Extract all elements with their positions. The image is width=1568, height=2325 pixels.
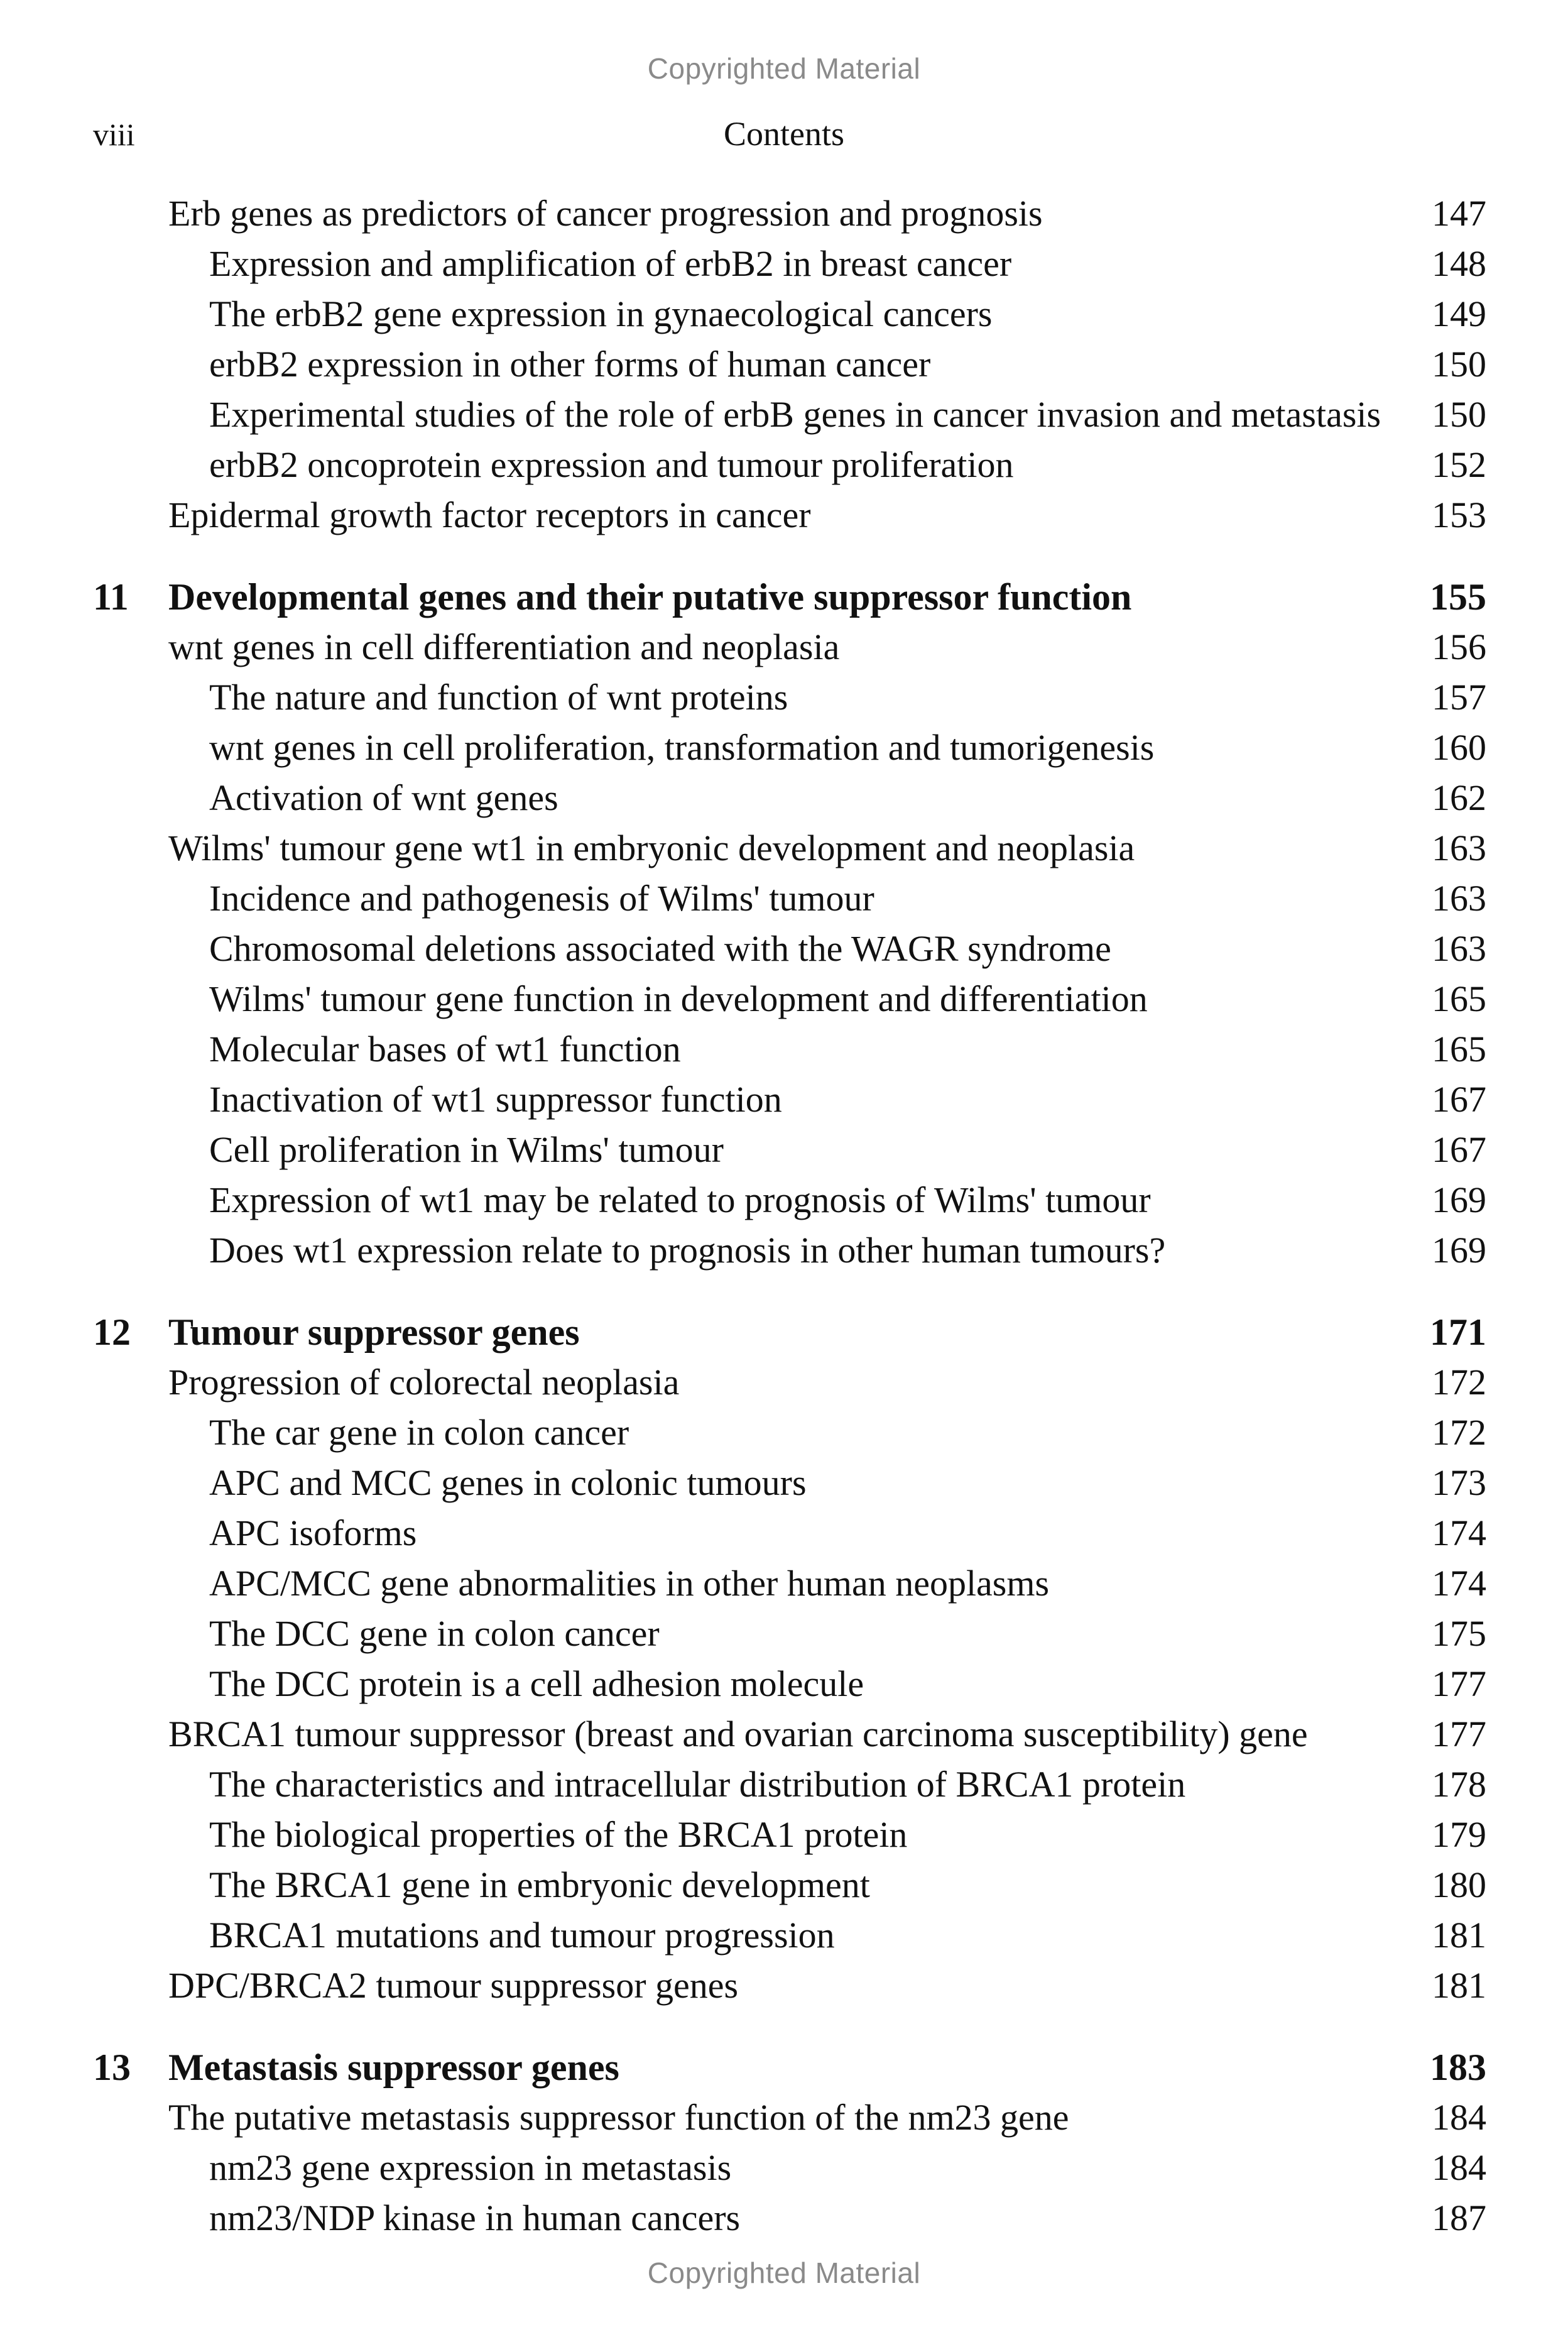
toc-entry: [0, 1558, 1568, 1609]
toc-page-number: 173: [1432, 1462, 1486, 1503]
toc-entry-title: DPC/BRCA2 tumour suppressor genes: [168, 1965, 739, 2006]
toc-entry-title: APC and MCC genes in colonic tumours: [209, 1462, 807, 1503]
toc-entry-title: nm23/NDP kinase in human cancers: [209, 2197, 741, 2238]
toc-page-number: 175: [1432, 1613, 1486, 1654]
toc-entry-title: erbB2 expression in other forms of human cancer: [209, 344, 931, 385]
toc-page-number: 184: [1432, 2147, 1486, 2188]
toc-entry: [0, 2143, 1568, 2193]
toc-entry-title: APC isoforms: [209, 1513, 417, 1553]
toc-entry-title: The nature and function of wnt proteins: [209, 677, 788, 718]
toc-entry: [0, 2193, 1568, 2243]
toc-entry: [0, 873, 1568, 924]
toc-entry-title: Developmental genes and their putative suppressor function: [168, 576, 1132, 618]
toc-page-number: 171: [1430, 1311, 1486, 1353]
toc-page-number: 165: [1432, 978, 1486, 1019]
toc-entry: [0, 1609, 1568, 1659]
toc-entry: [0, 1910, 1568, 1961]
toc-page-number: 160: [1432, 727, 1486, 768]
toc-entry: [0, 1024, 1568, 1075]
toc-entry-title: The characteristics and intracellular distribution of BRCA1 protein: [209, 1764, 1186, 1805]
toc-entry: [0, 1659, 1568, 1709]
toc-entry-title: erbB2 oncoprotein expression and tumour proliferation: [209, 444, 1014, 485]
toc-page-number: 181: [1432, 1965, 1486, 2006]
toc-entry: [0, 1125, 1568, 1175]
toc-entry: [0, 1175, 1568, 1225]
toc-entry: [0, 773, 1568, 823]
toc-entry-title: Experimental studies of the role of erbB genes in cancer invasion and metastasis: [209, 394, 1381, 435]
toc-page-number: 165: [1432, 1029, 1486, 1070]
toc-page-number: 149: [1432, 293, 1486, 334]
toc-entry: [0, 672, 1568, 723]
toc-page-number: 163: [1432, 928, 1486, 969]
toc-chapter-heading: [0, 1307, 1568, 1357]
toc-entry: [0, 1075, 1568, 1125]
toc-entry-title: Erb genes as predictors of cancer progression and prognosis: [168, 193, 1043, 234]
toc-entry: [0, 1810, 1568, 1860]
toc-entry: [0, 823, 1568, 873]
toc-entry-title: Does wt1 expression relate to prognosis in other human tumours?: [209, 1230, 1166, 1271]
toc-page-number: 174: [1432, 1563, 1486, 1604]
running-head: Contents: [723, 115, 844, 153]
toc-chapter-heading: [0, 572, 1568, 622]
toc-entry: [0, 1759, 1568, 1810]
toc-entry: [0, 924, 1568, 974]
toc-entry-title: The erbB2 gene expression in gynaecological cancers: [209, 293, 993, 334]
toc-chapter-number: 12: [93, 1311, 131, 1353]
toc-page-number: 157: [1432, 677, 1486, 718]
toc-entry-title: wnt genes in cell proliferation, transformation and tumorigenesis: [209, 727, 1155, 768]
toc-page-number: 150: [1432, 344, 1486, 385]
toc-entry-title: Molecular bases of wt1 function: [209, 1029, 681, 1070]
toc-entry: [0, 490, 1568, 540]
toc-entry: [0, 1709, 1568, 1759]
toc-entry: [0, 2092, 1568, 2143]
toc-page-number: 177: [1432, 1663, 1486, 1704]
copyright-watermark-bottom: Copyrighted Material: [647, 2257, 921, 2289]
toc-entry-title: The DCC gene in colon cancer: [209, 1613, 660, 1654]
toc-entry: [0, 339, 1568, 390]
toc-entry-title: wnt genes in cell differentiation and neoplasia: [168, 626, 840, 667]
toc-page-number: 183: [1430, 2047, 1486, 2088]
toc-page-number: 172: [1432, 1362, 1486, 1403]
toc-chapter-heading: [0, 2042, 1568, 2092]
toc-page-number: 162: [1432, 777, 1486, 818]
toc-entry-title: The biological properties of the BRCA1 protein: [209, 1814, 908, 1855]
toc-page-number: 156: [1432, 626, 1486, 667]
toc-entry-title: Expression and amplification of erbB2 in breast cancer: [209, 243, 1012, 284]
toc-page-number: 181: [1432, 1915, 1486, 1956]
toc-page-number: 184: [1432, 2097, 1486, 2138]
toc-entry: [0, 723, 1568, 773]
toc-chapter-number: 13: [93, 2047, 131, 2088]
toc-page-number: 178: [1432, 1764, 1486, 1805]
toc-entry-title: Inactivation of wt1 suppressor function: [209, 1079, 782, 1120]
toc-page-number: 150: [1432, 394, 1486, 435]
toc-entry-title: Wilms' tumour gene function in development and differentiation: [209, 978, 1148, 1019]
toc-entry: [0, 289, 1568, 339]
toc-entry-title: Wilms' tumour gene wt1 in embryonic development and neoplasia: [168, 828, 1135, 868]
toc-chapter-number: 11: [93, 576, 129, 618]
toc-entry-title: Cell proliferation in Wilms' tumour: [209, 1129, 724, 1170]
toc-entry: [0, 390, 1568, 440]
toc-entry: [0, 440, 1568, 490]
toc-page-number: 147: [1432, 193, 1486, 234]
toc-page-number: 155: [1430, 576, 1486, 618]
toc-entry-title: The DCC protein is a cell adhesion molecule: [209, 1663, 864, 1704]
toc-entry: [0, 239, 1568, 289]
toc-page-number: 169: [1432, 1230, 1486, 1271]
toc-page-number: 167: [1432, 1129, 1486, 1170]
copyright-watermark-top: Copyrighted Material: [647, 52, 921, 85]
toc-page-number: 169: [1432, 1179, 1486, 1220]
toc-entry-title: Epidermal growth factor receptors in cancer: [168, 495, 811, 535]
toc-entry: [0, 974, 1568, 1024]
toc-page-number: 152: [1432, 444, 1486, 485]
toc-entry-title: BRCA1 mutations and tumour progression: [209, 1915, 835, 1956]
toc-entry-title: The putative metastasis suppressor function of the nm23 gene: [168, 2097, 1069, 2138]
toc-entry-title: BRCA1 tumour suppressor (breast and ovarian carcinoma susceptibility) gene: [168, 1714, 1308, 1754]
toc-entry-title: Metastasis suppressor genes: [168, 2047, 619, 2088]
toc-entry: [0, 622, 1568, 672]
toc-entry: [0, 189, 1568, 239]
toc-entry-title: Tumour suppressor genes: [168, 1311, 580, 1353]
toc-entry-title: Chromosomal deletions associated with the WAGR syndrome: [209, 928, 1111, 969]
toc-entry: [0, 1225, 1568, 1276]
toc-entry-title: The car gene in colon cancer: [209, 1412, 629, 1453]
toc-page-number: 163: [1432, 828, 1486, 868]
toc-page-number: 174: [1432, 1513, 1486, 1553]
toc-page-number: 180: [1432, 1864, 1486, 1905]
toc-entry-title: APC/MCC gene abnormalities in other human neoplasms: [209, 1563, 1050, 1604]
toc-page-number: 187: [1432, 2197, 1486, 2238]
toc-entry: [0, 1961, 1568, 2011]
toc-entry-title: Activation of wnt genes: [209, 777, 558, 818]
toc-entry: [0, 1508, 1568, 1558]
toc-entry-title: Expression of wt1 may be related to prognosis of Wilms' tumour: [209, 1179, 1151, 1220]
toc-entry-title: Incidence and pathogenesis of Wilms' tumour: [209, 878, 874, 919]
toc-entry-title: The BRCA1 gene in embryonic development: [209, 1864, 870, 1905]
page-number: viii: [93, 117, 135, 152]
toc-page-number: 163: [1432, 878, 1486, 919]
toc-entry: [0, 1458, 1568, 1508]
toc-entry-title: Progression of colorectal neoplasia: [168, 1362, 680, 1403]
toc-page-number: 177: [1432, 1714, 1486, 1754]
toc-page-number: 153: [1432, 495, 1486, 535]
toc-entry-title: nm23 gene expression in metastasis: [209, 2147, 732, 2188]
toc-page-number: 172: [1432, 1412, 1486, 1453]
toc-page-number: 148: [1432, 243, 1486, 284]
toc-page-number: 179: [1432, 1814, 1486, 1855]
toc-entry: [0, 1357, 1568, 1408]
toc-entry: [0, 1860, 1568, 1910]
toc-page-number: 167: [1432, 1079, 1486, 1120]
toc-entry: [0, 1408, 1568, 1458]
